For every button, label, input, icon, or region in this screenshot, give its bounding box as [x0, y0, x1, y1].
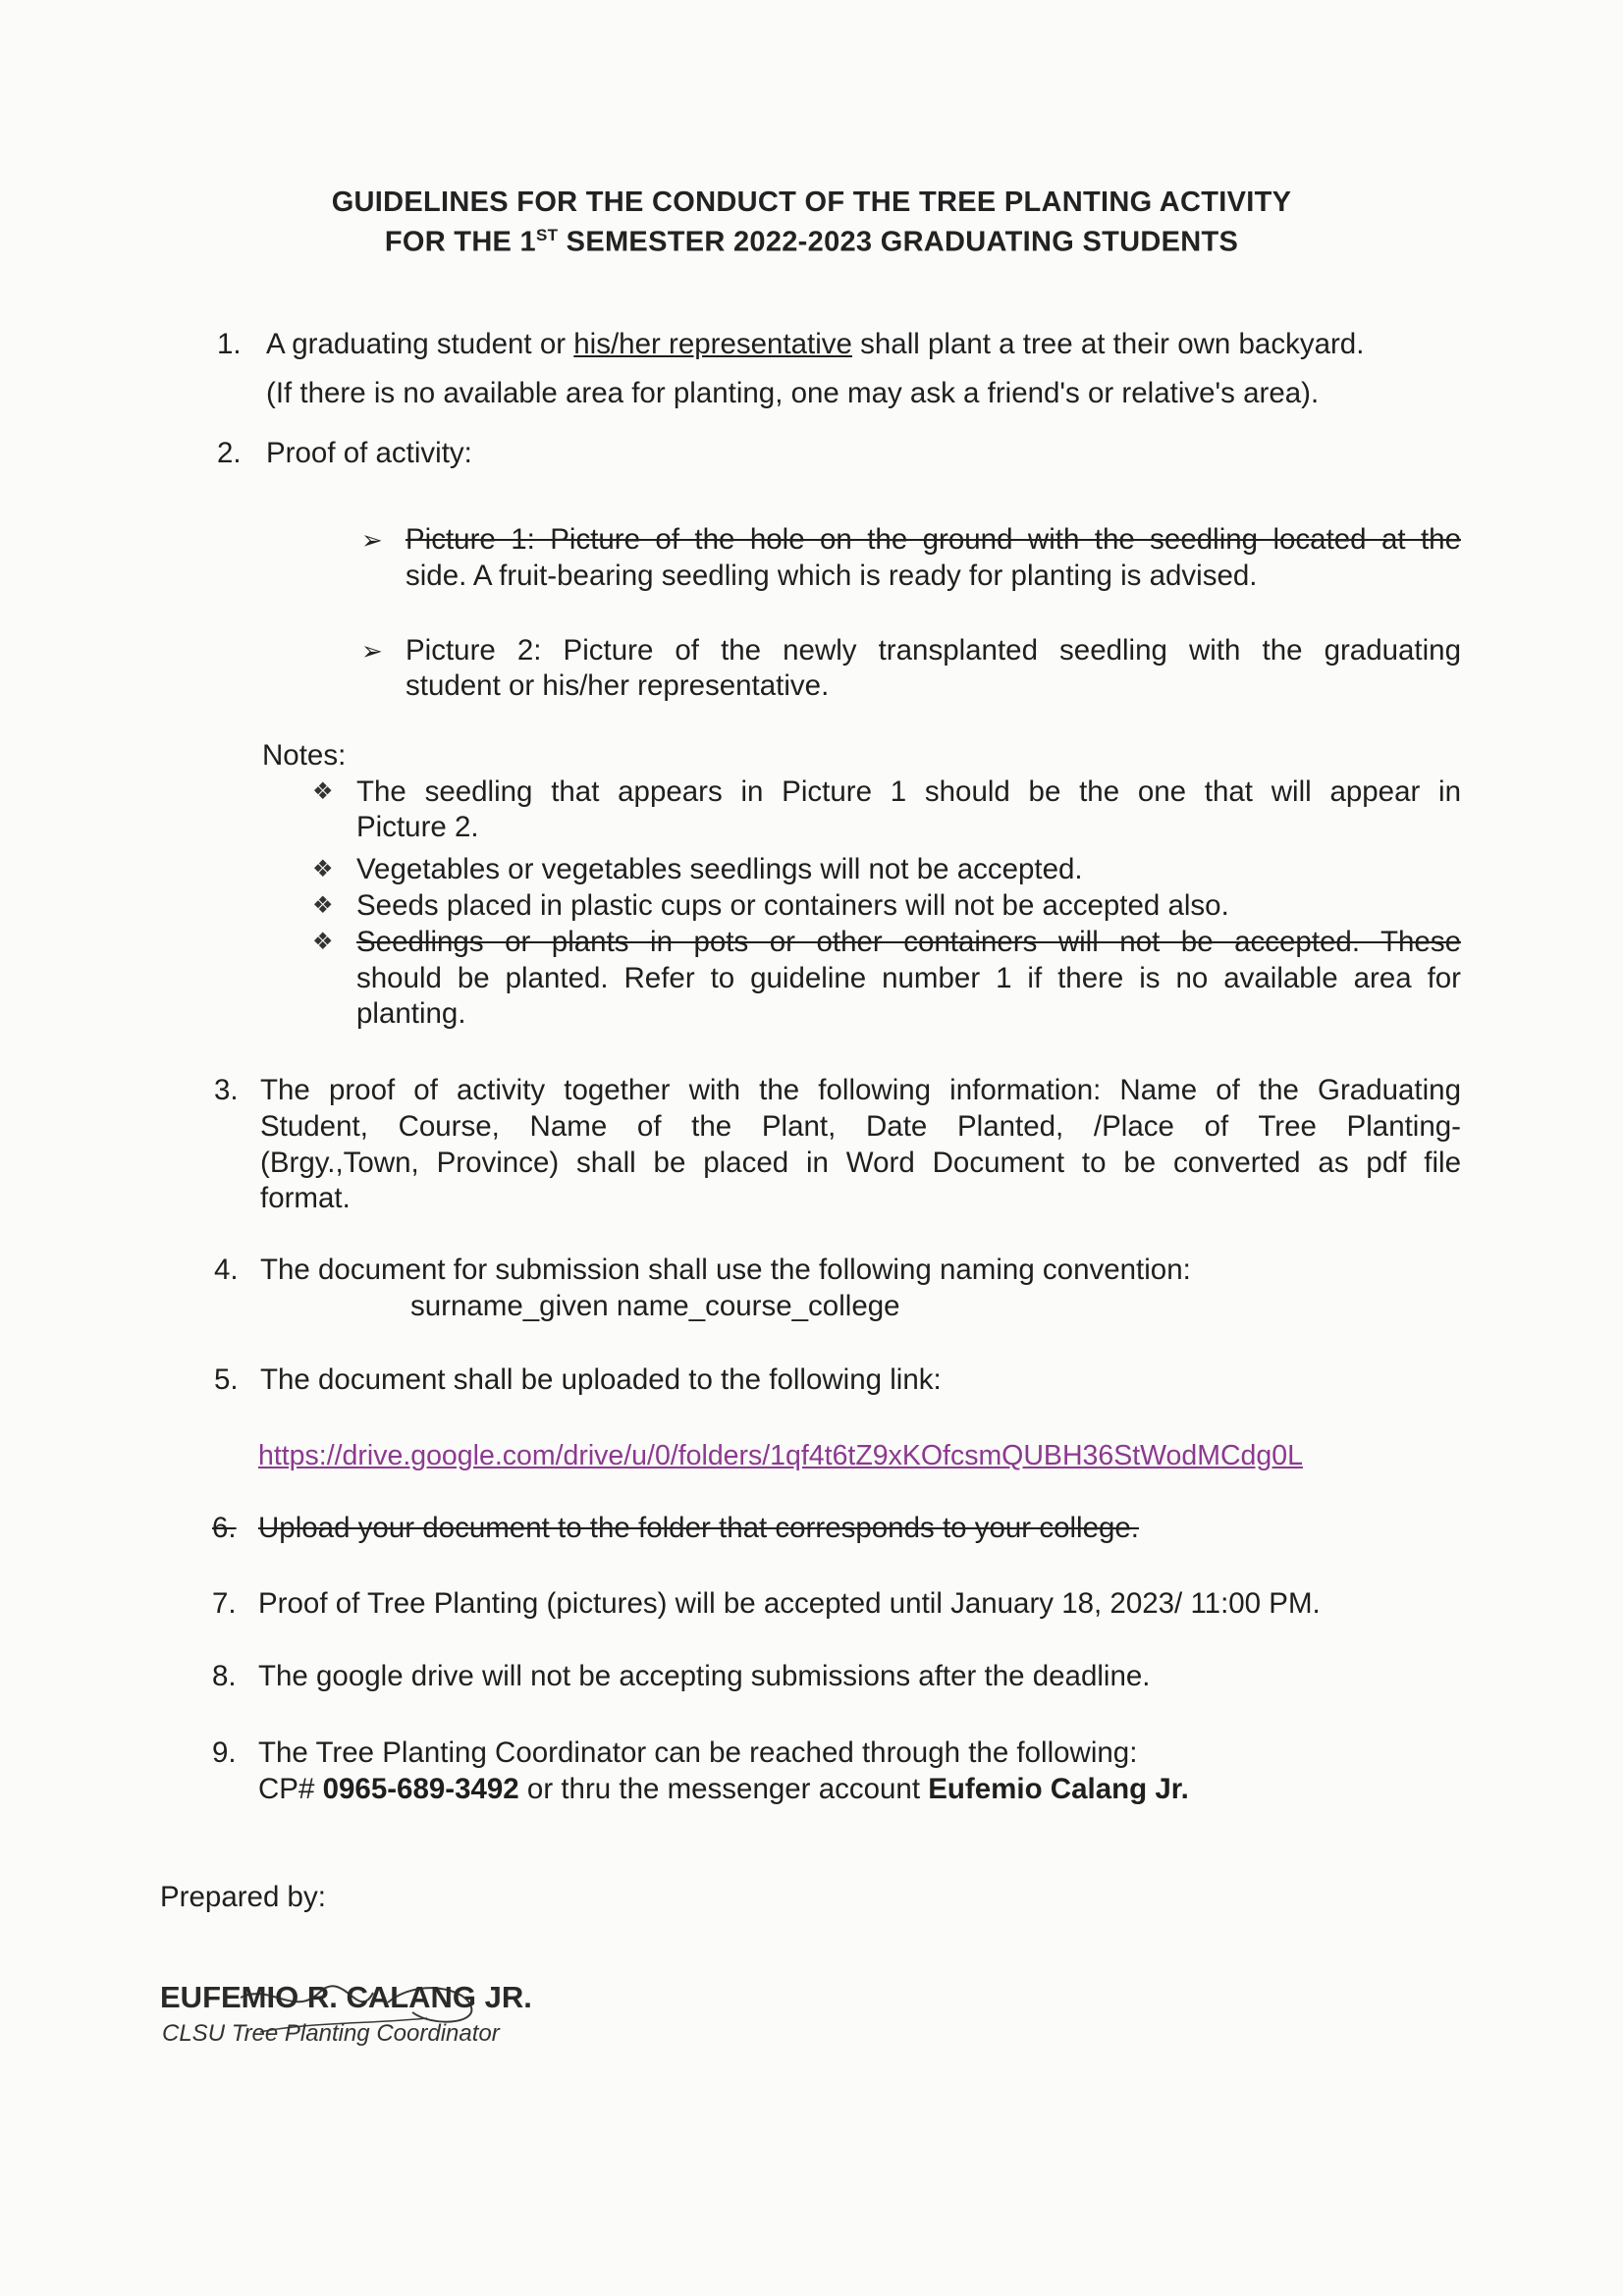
item-7-text: Proof of Tree Planting (pictures) will be accepted until January 18, 2023/ 11:00 PM. — [258, 1587, 1321, 1620]
item-number: 5. — [214, 1363, 239, 1396]
picture-1-line2: side. A fruit-bearing seedling which is ready for planting is advised. — [406, 560, 1258, 592]
item-number: 7. — [212, 1587, 237, 1620]
diamond-bullet-icon: ❖ — [312, 778, 334, 805]
item-9-line1: The Tree Planting Coordinator can be reached through the following: — [258, 1736, 1138, 1769]
item-3-line3: (Brgy.,Town, Province) shall be placed in Word Document to be converted as pdf file — [260, 1147, 1461, 1179]
prepared-by-label: Prepared by: — [160, 1881, 326, 1913]
upload-link[interactable]: https://drive.google.com/drive/u/0/folders/1qf4t6tZ9xKOfcsmQUBH36StWodMCdg0L — [258, 1440, 1303, 1471]
diamond-bullet-icon: ❖ — [312, 929, 334, 955]
note-4-line1: Seedlings or plants in pots or other containers will not be accepted. These — [356, 926, 1461, 958]
item-1-line2: (If there is no available area for planting, one may ask a friend's or relative's area). — [266, 377, 1320, 409]
item-1-line1: A graduating student or his/her representative shall plant a tree at their own backyard. — [266, 328, 1365, 360]
item-9-line2: CP# 0965-689-3492 or thru the messenger account Eufemio Calang Jr. — [258, 1773, 1189, 1805]
note-1-line1: The seedling that appears in Picture 1 should be the one that will appear in — [356, 775, 1461, 808]
item-6-text: Upload your document to the folder that corresponds to your college. — [258, 1512, 1139, 1544]
item-4-line1: The document for submission shall use the following naming convention: — [260, 1254, 1191, 1286]
note-4-line2: should be planted. Refer to guideline number 1 if there is no available area for — [356, 962, 1461, 994]
item-3-line4: format. — [260, 1182, 351, 1214]
item-number: 1. — [217, 328, 242, 360]
note-3-line1: Seeds placed in plastic cups or containers will not be accepted also. — [356, 889, 1229, 922]
diamond-bullet-icon: ❖ — [312, 892, 334, 919]
note-2-line1: Vegetables or vegetables seedlings will not be accepted. — [356, 853, 1083, 885]
item-number: 2. — [217, 437, 242, 469]
note-4-line3: planting. — [356, 997, 466, 1030]
item-5-text: The document shall be uploaded to the following link: — [260, 1363, 942, 1396]
item-3-line2: Student, Course, Name of the Plant, Date Planted, /Place of Tree Planting- — [260, 1110, 1461, 1143]
item-3-line1: The proof of activity together with the following information: Name of the Graduating — [260, 1074, 1461, 1106]
item-number: 6. — [212, 1512, 237, 1544]
messenger-account: Eufemio Calang Jr. — [928, 1773, 1189, 1805]
coordinator-position: CLSU Tree Planting Coordinator — [162, 2020, 500, 2047]
picture-1-line1: Picture 1: Picture of the hole on the ground with the seedling located at the — [406, 523, 1461, 556]
document-title-line1: GUIDELINES FOR THE CONDUCT OF THE TREE PLANTING ACTIVITY — [331, 187, 1292, 218]
arrow-bullet-icon: ➢ — [361, 636, 383, 666]
coordinator-name: EUFEMIO R. CALANG JR. — [160, 1980, 532, 2014]
item-2-text: Proof of activity: — [266, 437, 472, 469]
note-1-line2: Picture 2. — [356, 811, 479, 843]
diamond-bullet-icon: ❖ — [312, 856, 334, 882]
arrow-bullet-icon: ➢ — [361, 525, 383, 555]
item-number: 9. — [212, 1736, 237, 1769]
picture-2-line2: student or his/her representative. — [406, 669, 830, 702]
item-number: 8. — [212, 1660, 237, 1692]
item-8-text: The google drive will not be accepting submissions after the deadline. — [258, 1660, 1151, 1692]
coordinator-phone: 0965-689-3492 — [322, 1773, 519, 1805]
picture-2-line1: Picture 2: Picture of the newly transplanted seedling with the graduating — [406, 634, 1461, 667]
document-title-line2: FOR THE 1ST SEMESTER 2022-2023 GRADUATING STUDENTS — [384, 226, 1239, 258]
item-number: 4. — [214, 1254, 239, 1286]
item-number: 3. — [214, 1074, 239, 1106]
naming-convention: surname_given name_course_college — [410, 1290, 900, 1322]
notes-label: Notes: — [262, 739, 347, 772]
